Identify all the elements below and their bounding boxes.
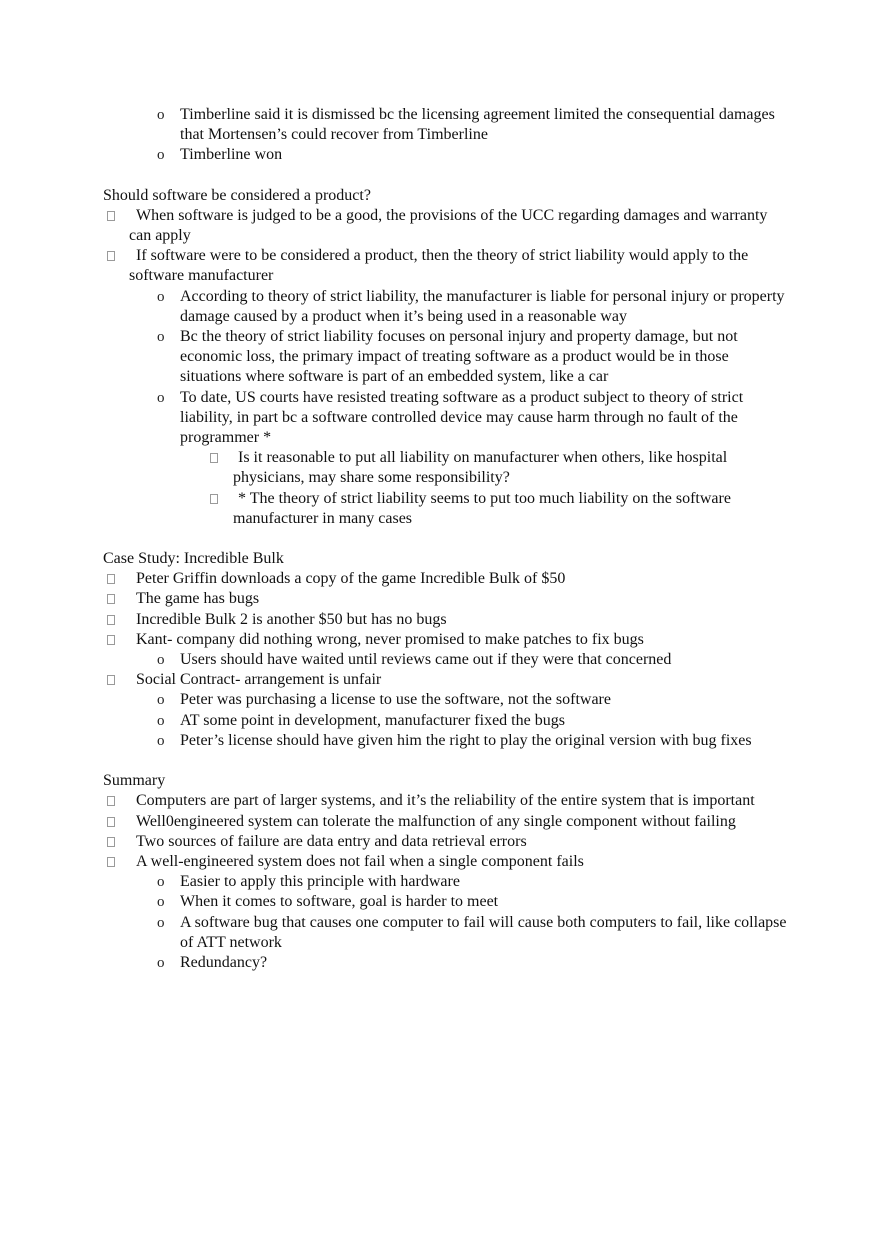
list-item-text: Computers are part of larger systems, and it’s the reliability of the entire system that is important — [136, 792, 755, 810]
circle-bullet-icon: o — [157, 712, 165, 729]
circle-bullet-icon: o — [157, 732, 165, 749]
list-item — [103, 145, 793, 165]
list-item — [103, 670, 793, 690]
list-item-text: According to theory of strict liability, the manufacturer is liable for personal injury or property damage caused by a product when it’s being used in a reasonable way — [180, 287, 785, 325]
list-item — [103, 913, 793, 953]
circle-bullet-icon: o — [157, 894, 165, 911]
square-bullet-icon — [107, 812, 115, 833]
list-item — [103, 953, 793, 973]
list-item-text: Easier to apply this principle with hardware — [180, 873, 460, 891]
circle-bullet-icon: o — [157, 329, 165, 346]
square-bullet-icon — [107, 569, 115, 590]
square-bullet-icon — [107, 791, 115, 812]
list-item-text: Timberline won — [180, 146, 283, 164]
circle-bullet-icon: o — [157, 652, 165, 669]
section-heading: Case Study: Incredible Bulk — [103, 550, 284, 568]
list-item — [103, 327, 793, 388]
square-bullet-icon — [107, 589, 115, 610]
list-item-text: Kant- company did nothing wrong, never promised to make patches to fix bugs — [136, 630, 644, 648]
list-item-text: AT some point in development, manufacturer fixed the bugs — [180, 711, 565, 729]
list-item — [103, 791, 793, 811]
square-bullet-icon — [107, 832, 115, 853]
section-continuation — [103, 105, 793, 166]
section-summary — [103, 771, 793, 973]
list-item-text: When software is judged to be a good, the provisions of the UCC regarding damages and warranty can apply — [129, 206, 768, 245]
spacer — [103, 529, 793, 549]
square-bullet-icon — [107, 206, 115, 227]
list-item-text: Peter’s license should have given him the right to play the original version with bug fixes — [180, 731, 752, 749]
list-item — [103, 690, 793, 710]
list-item — [103, 105, 793, 145]
list-item-text: Social Contract- arrangement is unfair — [136, 671, 382, 689]
list-item-text: Is it reasonable to put all liability on manufacturer when others, like hospital physicians, may share some responsibility? — [233, 449, 728, 487]
list-item — [103, 812, 793, 832]
square-bullet-icon — [210, 448, 218, 469]
circle-bullet-icon: o — [157, 914, 165, 931]
section-heading: Summary — [103, 772, 166, 790]
circle-bullet-icon: o — [157, 288, 165, 305]
list-item — [103, 610, 793, 630]
list-item-text: A software bug that causes one computer to fail will cause both computers to fail, like collapse of ATT network — [180, 913, 787, 951]
list-item — [103, 650, 793, 670]
list-item — [103, 388, 793, 449]
circle-bullet-icon: o — [157, 954, 165, 971]
list-item — [103, 246, 793, 286]
square-bullet-icon — [107, 610, 115, 631]
section-software-product — [103, 186, 793, 529]
square-bullet-icon — [107, 246, 115, 267]
circle-bullet-icon: o — [157, 692, 165, 709]
list-item — [103, 711, 793, 731]
list-item — [103, 287, 793, 327]
square-bullet-icon — [107, 630, 115, 651]
list-item-text: Peter Griffin downloads a copy of the game Incredible Bulk of $50 — [136, 570, 566, 588]
circle-bullet-icon: o — [157, 107, 165, 123]
list-item-text: To date, US courts have resisted treating software as a product subject to theory of strict liability, in part bc a software controlled device may cause harm through no fault of the programmer * — [180, 388, 744, 447]
spacer — [103, 166, 793, 186]
list-item — [103, 589, 793, 609]
circle-bullet-icon: o — [157, 147, 165, 164]
list-item-text: Timberline said it is dismissed bc the licensing agreement limited the consequential damages that Mortensen’s could recover from Timberline — [180, 106, 775, 144]
list-item-text: Redundancy? — [180, 953, 268, 971]
list-item-text: When it comes to software, goal is harder to meet — [180, 893, 499, 911]
list-item — [103, 489, 793, 529]
list-item-text: Users should have waited until reviews came out if they were that concerned — [180, 651, 672, 669]
list-item — [103, 569, 793, 589]
list-item-text: If software were to be considered a product, then the theory of strict liability would apply to the software manufacturer — [129, 247, 749, 285]
circle-bullet-icon: o — [157, 389, 165, 406]
list-item — [103, 872, 793, 892]
list-item — [103, 448, 793, 488]
list-item — [103, 892, 793, 912]
list-item-text: Well0engineered system can tolerate the malfunction of any single component without failing — [136, 812, 736, 830]
list-item — [103, 731, 793, 751]
square-bullet-icon — [210, 489, 218, 510]
section-heading: Should software be considered a product? — [103, 186, 371, 204]
list-item-text: Two sources of failure are data entry and data retrieval errors — [136, 832, 527, 850]
list-item-text: A well-engineered system does not fail when a single component fails — [136, 852, 584, 870]
list-item — [103, 832, 793, 852]
document-body — [103, 105, 793, 973]
spacer — [103, 751, 793, 771]
circle-bullet-icon: o — [157, 874, 165, 891]
list-item-text: * The theory of strict liability seems to put too much liability on the software manufacturer in many cases — [233, 489, 731, 527]
list-item-text: Bc the theory of strict liability focuses on personal injury and property damage, but not economic loss, the primary impact of treating software as a product would be in those situations where software is part of an embedded system, like a car — [180, 328, 738, 386]
list-item — [103, 630, 793, 650]
list-item — [103, 852, 793, 872]
list-item-text: The game has bugs — [136, 590, 260, 608]
list-item — [103, 206, 793, 246]
square-bullet-icon — [107, 852, 115, 873]
list-item-text: Incredible Bulk 2 is another $50 but has no bugs — [136, 610, 447, 628]
square-bullet-icon — [107, 670, 115, 691]
list-item-text: Peter was purchasing a license to use the software, not the software — [180, 691, 611, 709]
section-case-study — [103, 549, 793, 751]
